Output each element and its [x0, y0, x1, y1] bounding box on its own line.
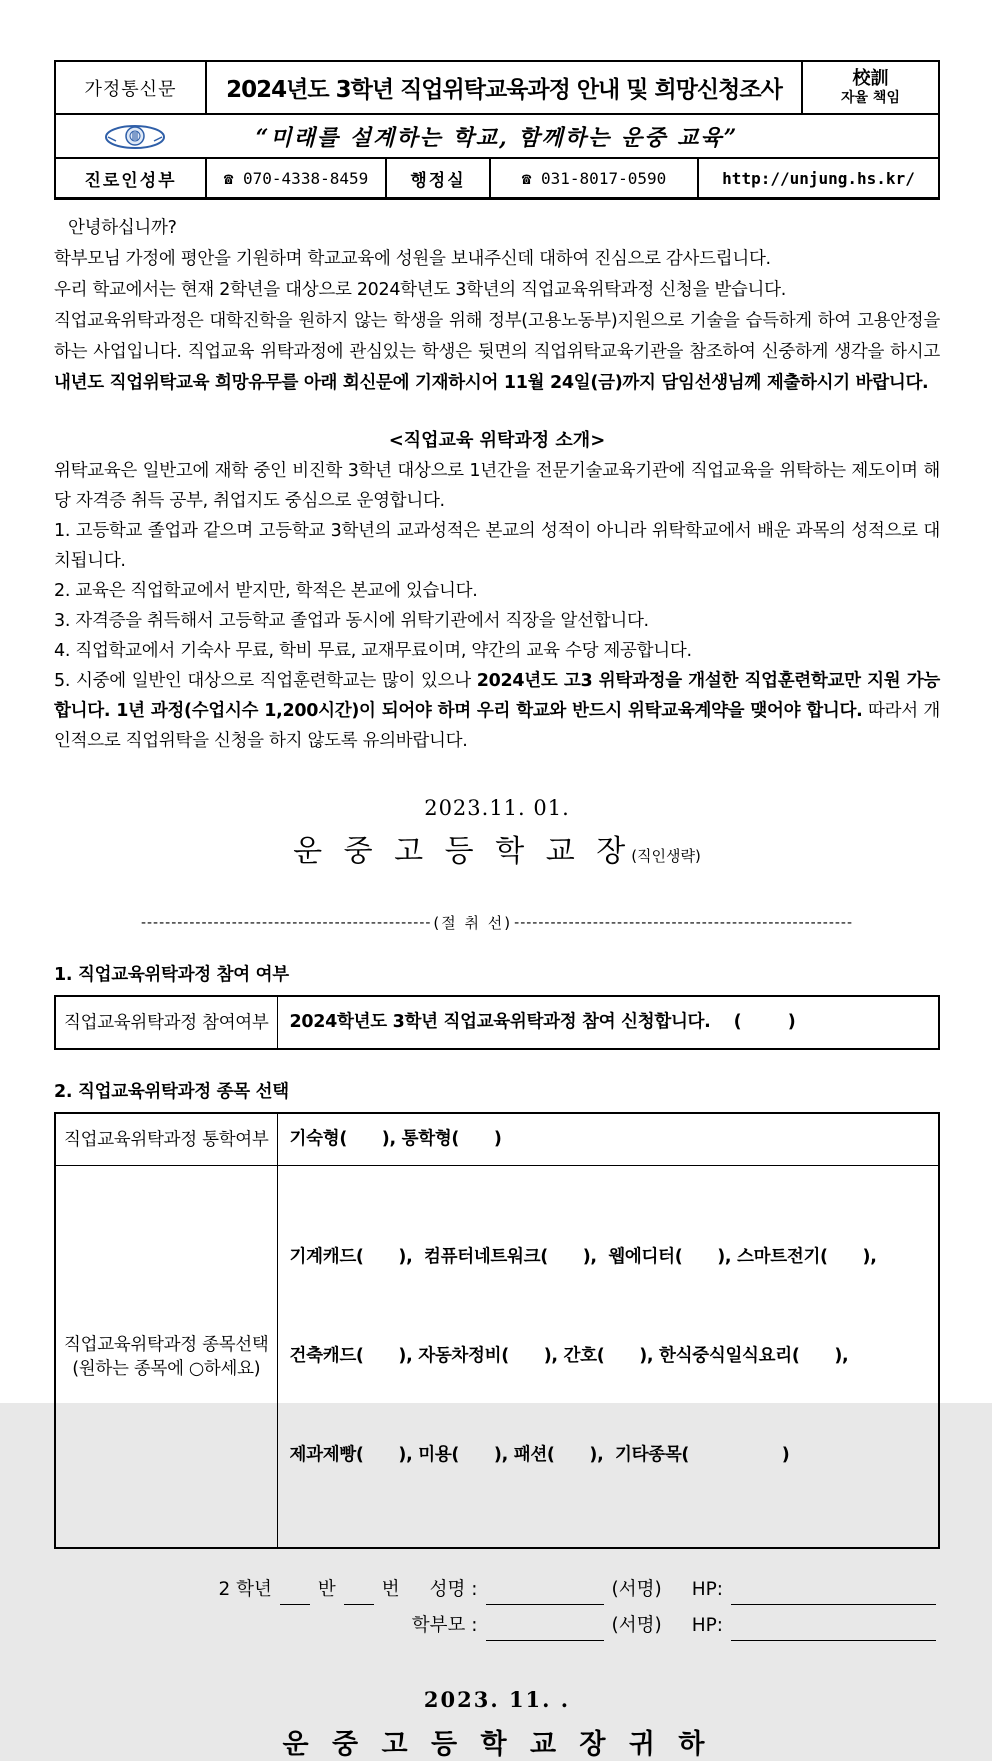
commute-type-label: 직업교육위탁과정 통학여부: [55, 1113, 277, 1166]
course-options-line1: 기계캐드( ), 컴퓨터네트워크( ), 웹에디터( ), 스마트전기( ),: [289, 1247, 877, 1267]
course-select-label-line1: 직업교육위탁과정 종목선택: [63, 1334, 269, 1355]
issue-date: 2023.11. 01.: [424, 796, 570, 820]
school-motto-cell: [803, 62, 938, 113]
class-label: 반: [317, 1579, 336, 1600]
cut-line-label: (절 취 선): [433, 914, 513, 932]
student-sign-label: (서명): [611, 1579, 662, 1600]
course-selection-table: [54, 1112, 940, 1549]
body-paragraph-1: 학부모님 가정에 평안을 기원하며 학교교육에 성원을 보내주신데 대하여 진심으로 감사드립니다.: [54, 249, 771, 269]
header-row-slogan: [56, 115, 938, 159]
slogan-cell: [56, 115, 938, 157]
intro-item-5: [54, 666, 940, 756]
intro-item-5-bold: 2024년도 고3 위탁과정을 개설한 직업훈련학교만 지원 가능합니다. 1년 과정(수업시수 1,200시간)이 되어야 하며 우리 학교와 반드시 위탁교육계약을 맺어야 합니다.: [54, 671, 940, 721]
course-options-line3: 제과제빵( ), 미용( ), 패션( ), 기타종목( ): [289, 1445, 790, 1465]
student-signature-row: [54, 1575, 940, 1605]
header-row-contacts: [56, 159, 938, 197]
course-select-label-line2: (원하는 종목에 ○하세요): [72, 1358, 261, 1379]
participation-label: 직업교육위탁과정 참여여부: [55, 996, 277, 1049]
form-section2-title: 2. 직업교육위탁과정 종목 선택: [54, 1082, 289, 1102]
doc-type-cell: 가정통신문: [56, 62, 207, 113]
school-website-text: http://unjung.hs.kr/: [722, 168, 915, 188]
body-paragraph-2: 우리 학교에서는 현재 2학년을 대상으로 2024학년도 3학년의 직업교육위탁과정 신청을 받습니다.: [54, 280, 787, 300]
principal-name: 운 중 고 등 학 교 장: [293, 834, 632, 869]
course-options-line2: 건축캐드( ), 자동차정비( ), 간호( ), 한식중식일식요리( ),: [289, 1346, 849, 1366]
parent-signature-row: [54, 1611, 940, 1641]
table-row: [55, 1113, 939, 1166]
intro-item-4: 4. 직업학교에서 기숙사 무료, 학비 무료, 교재무료이며, 약간의 교육 수당 제공합니다.: [54, 641, 692, 661]
parent-sign-label: (서명): [611, 1615, 662, 1636]
student-hp-blank-field[interactable]: [731, 1583, 936, 1605]
body-paragraph-3: [54, 306, 940, 399]
reply-date: 2023. 11. .: [423, 1687, 571, 1712]
letter-body: [54, 213, 940, 399]
intro-item-1: 1. 고등학교 졸업과 같으며 고등학교 3학년의 교과성적은 본교의 성적이 아니라 위탁학교에서 배운 과목의 성적으로 대치됩니다.: [54, 521, 940, 571]
dept-phone: ☎ 070-4338-8459: [207, 159, 387, 197]
parent-label: 학부모 :: [411, 1615, 478, 1636]
intro-item-5-regular: 5. 시중에 일반인 대상으로 직업훈련학교는 많이 있으나: [54, 671, 477, 691]
parent-hp-label: HP:: [691, 1615, 723, 1636]
intro-item-5-post: 따라서 개인적으로 직업위탁을 신청을 하지 않도록 유의바랍니다.: [54, 701, 940, 751]
motto-text: 자율 책임: [841, 90, 900, 106]
cut-line-dashes-left: ------------------------------------------------: [140, 914, 432, 931]
seal-omitted-note: (직인생략): [631, 847, 701, 865]
student-hp-label: HP:: [691, 1579, 723, 1600]
course-select-label: [55, 1166, 277, 1549]
body-paragraph-3-bold: 내년도 직업위탁교육 희망유무를 아래 회신문에 기재하시어 11월 24일(금)까지 담임선생님께 제출하시기 바랍니다.: [54, 373, 929, 393]
course-options-field[interactable]: [277, 1166, 939, 1549]
form-section1-title: 1. 직업교육위탁과정 참여 여부: [54, 965, 289, 985]
intro-item-2: 2. 교육은 직업학교에서 받지만, 학적은 본교에 있습니다.: [54, 581, 478, 601]
signature-lines: [54, 1575, 940, 1641]
page-title: 2024년도 3학년 직업위탁교육과정 안내 및 희망신청조사: [207, 62, 803, 113]
class-blank-field[interactable]: [280, 1583, 310, 1605]
cut-line-dashes-right: --------------------------------------------------------: [514, 914, 854, 931]
table-row: [55, 996, 939, 1049]
intro-paragraph: 위탁교육은 일반고에 재학 중인 비진학 3학년 대상으로 1년간을 전문기술교육기관에 직업교육을 위탁하는 제도이며 해당 자격증 취득 공부, 취업지도 중심으로 운영합니다.: [54, 461, 940, 511]
office-name: 행정실: [387, 159, 491, 197]
parent-name-blank-field[interactable]: [486, 1619, 604, 1641]
body-paragraph-3-regular: 직업교육위탁과정은 대학진학을 원하지 않는 학생을 위해 정부(고용노동부)지원으로 기술을 습득하게 하여 고용안정을 하는 사업입니다. 직업교육 위탁과정에 관심있는 학생은 뒷면의 직업위탁교육기관을 참조하여 신중하게 생각을 하시고: [54, 311, 940, 362]
intro-item-3: 3. 자격증을 취득해서 고등학교 졸업과 동시에 위탁기관에서 직장을 알선합니다.: [54, 611, 649, 631]
principal-signature: [54, 826, 940, 870]
school-slogan: “미래를 설계하는 학교, 함께하는 운중 교육”: [255, 124, 739, 151]
header-row-title: [56, 62, 938, 115]
intro-section-title: <직업교육 위탁과정 소개>: [388, 430, 606, 451]
number-blank-field[interactable]: [344, 1583, 374, 1605]
school-logo-icon: [104, 122, 166, 156]
header-table: [54, 60, 940, 200]
greeting-line: 안녕하십니까?: [68, 218, 177, 238]
table-row: [55, 1166, 939, 1549]
commute-type-field[interactable]: 기숙형( ), 통학형( ): [277, 1113, 939, 1166]
student-name-label: 성명 :: [429, 1579, 478, 1600]
motto-label: 校訓: [852, 67, 889, 89]
school-website: [699, 159, 938, 197]
parent-hp-blank-field[interactable]: [731, 1619, 936, 1641]
student-name-blank-field[interactable]: [486, 1583, 604, 1605]
number-label: 번: [381, 1579, 400, 1600]
intro-section: [54, 456, 940, 756]
office-phone: ☎ 031-8017-0590: [491, 159, 699, 197]
grade-label: 2 학년: [218, 1579, 272, 1600]
recipient-line: 운 중 고 등 학 교 장 귀 하: [282, 1729, 712, 1760]
cut-line: [54, 912, 940, 933]
participation-answer-field[interactable]: 2024학년도 3학년 직업교육위탁과정 참여 신청합니다. ( ): [277, 996, 939, 1049]
dept-name: 진로인성부: [56, 159, 207, 197]
participation-table: [54, 995, 940, 1050]
